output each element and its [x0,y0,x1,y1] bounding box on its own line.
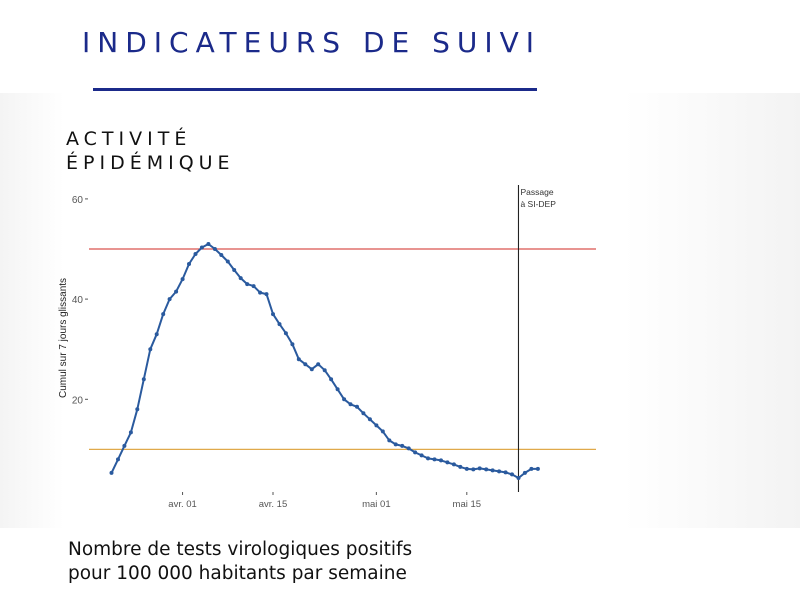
x-tick-label: mai 01 [362,499,391,510]
x-tick-label: avr. 15 [258,499,288,510]
data-point [529,467,533,471]
data-point [491,468,495,472]
y-tick-label: 60 [71,194,83,206]
data-point [504,470,508,474]
marker-label-line2: à SI-DEP [520,199,556,209]
marker-label-line1: Passage [520,187,554,197]
data-point [284,331,288,335]
data-point [297,357,301,361]
series-line [112,244,538,478]
y-tick-label: 20 [71,395,83,407]
section-heading-line1: ACTIVITÉ [66,128,192,150]
data-point [316,362,320,366]
data-point [110,471,114,475]
data-point [394,442,398,446]
data-point [155,332,159,336]
y-tick-label: 40 [71,295,83,307]
y-axis-label: Cumul sur 7 jours glissants [58,277,69,399]
caption-line2: pour 100 000 habitants par semaine [68,563,407,584]
data-point [439,458,443,462]
section-heading-line2: ÉPIDÉMIQUE [66,152,235,174]
data-point [478,466,482,470]
data-point [458,465,462,469]
data-point [135,407,139,411]
caption-line1: Nombre de tests virologiques positifs [68,539,413,560]
data-point [219,253,223,257]
data-point [523,471,527,475]
data-point [252,284,256,288]
data-point [323,368,327,372]
data-point [329,377,333,381]
data-point [181,277,185,281]
data-point [168,297,172,301]
data-point [148,347,152,351]
data-point [142,377,146,381]
data-point [374,423,378,427]
data-point [232,268,236,272]
data-point [200,246,204,250]
data-point [452,462,456,466]
data-point [420,453,424,457]
data-point [245,282,249,286]
data-point [510,472,514,476]
data-point [226,260,230,264]
data-point [368,417,372,421]
slide-title: INDICATEURS DE SUIVI [82,26,542,59]
data-point [517,476,521,480]
data-point [258,291,262,295]
data-point [387,438,391,442]
data-point [206,242,210,246]
data-point [271,312,275,316]
data-point [381,429,385,433]
data-point [310,367,314,371]
data-point [484,467,488,471]
data-point [471,467,475,471]
data-point [265,292,269,296]
data-point [433,457,437,461]
data-point [413,450,417,454]
data-point [122,444,126,448]
data-point [129,430,133,434]
data-point [426,456,430,460]
data-point [536,467,540,471]
data-point [400,444,404,448]
chart-caption [68,538,412,586]
data-point [290,342,294,346]
data-point [303,362,307,366]
data-point [174,290,178,294]
data-point [161,312,165,316]
x-tick-label: mai 15 [452,499,482,510]
data-point [355,405,359,409]
data-point [278,322,282,326]
data-point [187,262,191,266]
data-point [361,411,365,415]
data-point [213,247,217,251]
data-point [465,467,469,471]
data-point [445,460,449,464]
data-point [342,397,346,401]
data-point [336,387,340,391]
data-point [239,276,243,280]
data-point [116,457,120,461]
data-point [349,402,353,406]
data-point [497,469,501,473]
x-tick-label: avr. 01 [168,499,197,510]
data-point [407,446,411,450]
data-point [194,252,198,256]
